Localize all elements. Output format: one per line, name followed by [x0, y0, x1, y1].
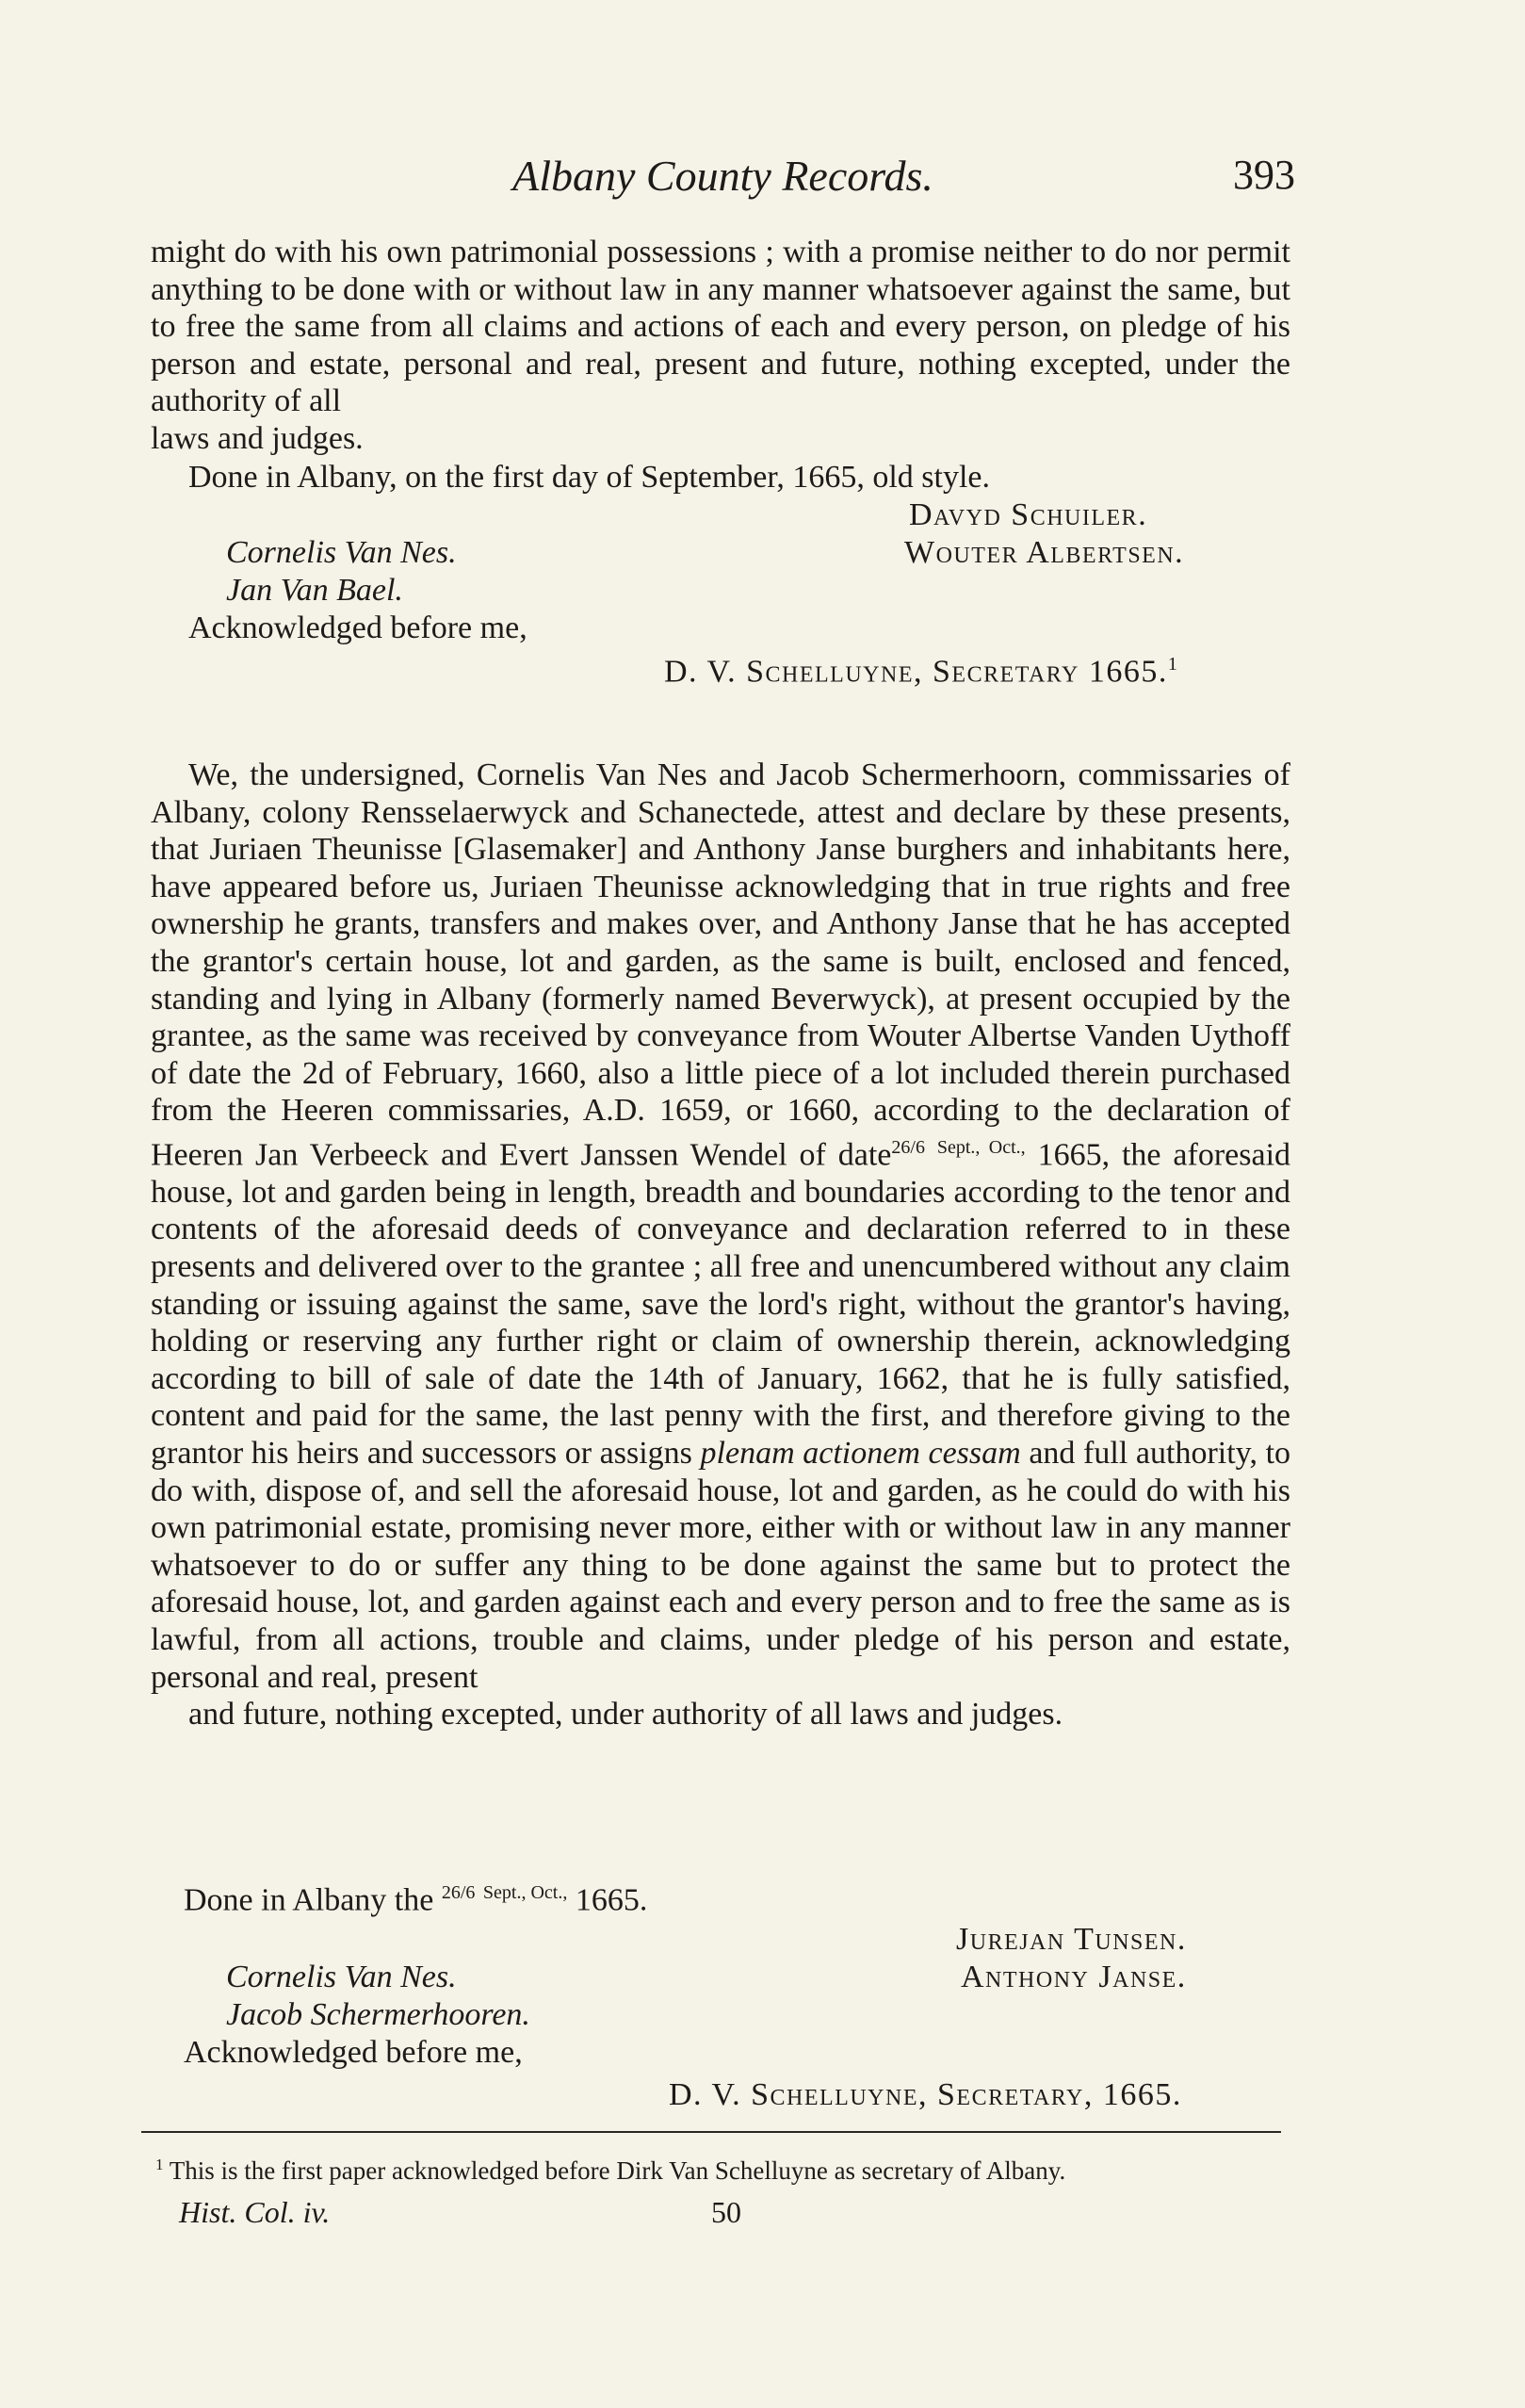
- footnote-ref: 1: [1167, 654, 1177, 675]
- signer-wouter-albertsen: Wouter Albertsen.: [904, 535, 1185, 570]
- footnote: $^1$ This is the first paper acknowledged before Dirk Van Schelluyne as secretary of Albany.: [155, 2156, 1066, 2185]
- footnote-rule: [141, 2131, 1281, 2133]
- signature-mark: Hist. Col. iv.: [179, 2195, 331, 2229]
- secretary-1: D. V. Schelluyne, Secretary 1665.$^1$: [664, 654, 1177, 690]
- date-fraction: 26/6: [891, 1136, 925, 1158]
- done-line-2: Done in Albany the $^{26/6}$ $^{Sept., Oct.,}$ 1665.: [184, 1882, 648, 1918]
- signer-jurejan-tunsen: Jurejan Tunsen.: [956, 1922, 1187, 1957]
- deed-paragraph: [151, 757, 1290, 1733]
- signature-number: 50: [711, 2195, 741, 2229]
- page-number: 393: [1233, 152, 1295, 198]
- acknowledged-1: Acknowledged before me,: [188, 610, 527, 645]
- date-months: Sept., Oct.,: [936, 1136, 1026, 1158]
- running-title: Albany County Records.: [512, 152, 933, 200]
- deed-text: We, the undersigned, Cornelis Van Nes and Jacob Schermerhoorn, commissaries of Albany, colony Rensselaerwyck and Schanectede, attest and declare by these presents, that Juriaen Theunisse [Glasemaker] and Anthony Janse burghers and inhabitants here, have appeared before us, Juriaen Theunisse acknowledging that in true rights and free ownership he grants, transfers and makes over, and Anthony Janse that he has accepted the grantor's certain house, lot and garden, as the same is built, enclosed and fenced, standing and lying in Albany (formerly named Beverwyck), at present occupied by the grantee, as the same was received by conveyance from Wouter Albertse Vanden Uythoff of date the 2d of February, 1660, also a little piece of a lot included therein purchased from the Heeren commissaries, A.D. 1659, or 1660, according to the declaration of Heeren Jan Verbeeck and Evert Janssen Wendel of date$^{26/6}$ $^{Sept., Oct.,}$ 1665, the aforesaid house, lot and garden being in length, breadth and boundaries according to the tenor and contents of the aforesaid deeds of conveyance and declaration referred to in these presents and delivered over to the grantee ; all free and unencumbered without any claim standing or issuing against the same, save the lord's right, without the grantor's having, holding or reserving any further right or claim of ownership therein, acknowledging according to bill of sale of date the 14th of January, 1662, that he is fully satisfied, content and paid for the same, the last penny with the first, and therefore giving to the grantor his heirs and successors or assigns plenam actionem cessam and full authority, to do with, dispose of, and sell the aforesaid house, lot and garden, as he could do with his own patrimonial estate, promising never more, either with or without law in any manner whatsoever to do or suffer any thing to be done against the same but to protect the aforesaid house, lot, and garden against each and every person and to free the same as is lawful, from all actions, trouble and claims, under pledge of his person and estate, personal and real, present and future, nothing excepted, under authority of all laws and judges.: [151, 757, 1291, 1733]
- signer-anthony-janse: Anthony Janse.: [961, 1960, 1187, 1994]
- latin-phrase: plenam actionem cessam: [700, 1436, 1021, 1472]
- witness-jan-van-bael: Jan Van Bael.: [226, 573, 403, 608]
- continuation-paragraph: [151, 234, 1290, 458]
- witness-cornelis-van-nes: Cornelis Van Nes.: [226, 535, 457, 570]
- done-line-1: Done in Albany, on the first day of September, 1665, old style.: [188, 460, 991, 495]
- page-header: [151, 151, 1295, 207]
- witness-cornelis-van-nes-2: Cornelis Van Nes.: [226, 1960, 457, 1994]
- acknowledged-2: Acknowledged before me,: [184, 2035, 523, 2070]
- witness-jacob-schermerhooren: Jacob Schermerhooren.: [226, 1997, 530, 2032]
- signer-davyd-schuiler: Davyd Schuiler.: [909, 497, 1148, 532]
- secretary-2: D. V. Schelluyne, Secretary, 1665.: [669, 2077, 1182, 2112]
- continuation-text: might do with his own patrimonial possessions ; with a promise neither to do nor permit anything to be done with or without law in any manner whatsoever against the same, but to free the same from all claims and actions of each and every person, on pledge of his person and estate, personal and real, present and future, nothing excepted, under the authority of all laws and judges.: [151, 235, 1290, 456]
